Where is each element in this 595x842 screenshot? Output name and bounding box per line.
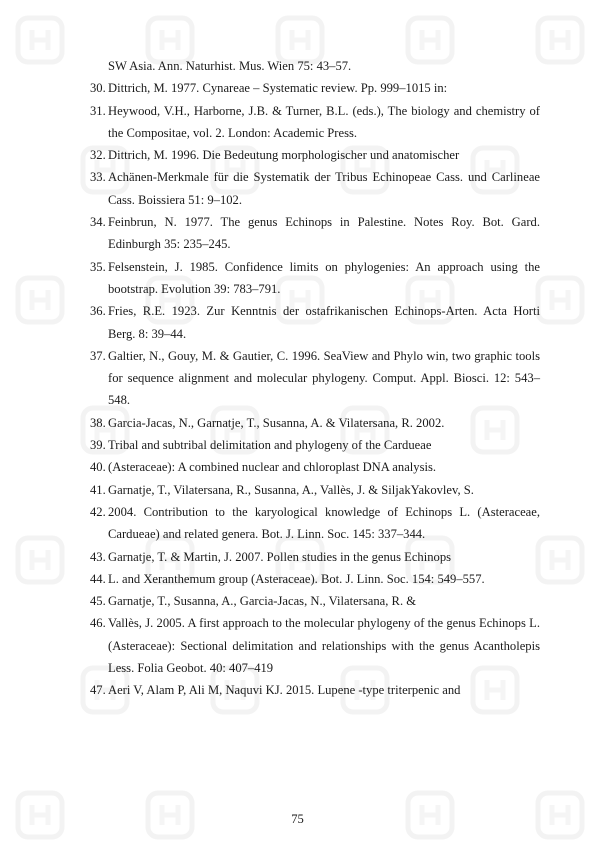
reference-text: Garnatje, T. & Martin, J. 2007. Pollen studies in the genus Echinops [108,549,452,564]
reference-text: Feinbrun, N. 1977. The genus Echinops in Palestine. Notes Roy. Bot. Gard. Edinburgh 35: 235–245. [108,215,540,252]
reference-item [90,166,540,211]
reference-number: 32. [90,148,106,163]
reference-number: 30. [90,81,106,96]
reference-text: Garnatje, T., Susanna, A., Garcia-Jacas, N., Vilatersana, R. & [108,594,417,609]
reference-item [90,568,540,590]
reference-number: 45. [90,594,106,609]
reference-number: 42. [90,504,106,519]
reference-item [90,256,540,301]
reference-number: 39. [90,438,106,453]
reference-item [90,211,540,256]
continued-reference-line: SW Asia. Ann. Naturhist. Mus. Wien 75: 43–57. [108,59,352,73]
reference-item [90,590,540,612]
reference-text: Fries, R.E. 1923. Zur Kenntnis der ostafrikanischen Echinops-Arten. Acta Horti Berg. 8: 39–44. [108,304,540,341]
reference-text: Galtier, N., Gouy, M. & Gautier, C. 1996. SeaView and Phylo win, two graphic tools for sequence alignment and molecular phylogeny. Comput. Appl. Biosci. 12: 543–548. [108,348,540,408]
page-number: 75 [291,812,304,826]
reference-number: 46. [90,616,106,631]
reference-list [90,77,540,701]
reference-number: 31. [90,103,106,118]
reference-number: 36. [90,304,106,319]
reference-text: Dittrich, M. 1977. Cynareae – Systematic review. Pp. 999–1015 in: [108,81,448,96]
reference-text: Vallès, J. 2005. A first approach to the molecular phylogeny of the genus Echinops L. (Asteraceae): Sectional delimitation and relationships with the genus Acantholepis Less. Folia Geobot. 40: 407–419 [108,616,540,676]
reference-text: Garcia-Jacas, N., Garnatje, T., Susanna, A. & Vilatersana, R. 2002. [108,415,445,430]
reference-item [90,501,540,546]
reference-item [90,100,540,145]
reference-text: Garnatje, T., Vilatersana, R., Susanna, A., Vallès, J. & SiljakYakovlev, S. [108,482,474,497]
reference-item [90,479,540,501]
reference-item [90,300,540,345]
reference-item [90,434,540,456]
reference-page [90,55,540,702]
reference-number: 40. [90,460,106,475]
reference-text: Tribal and subtribal delimitation and phylogeny of the Cardueae [108,438,432,453]
reference-text: Achänen-Merkmale für die Systematik der Tribus Echinopeae Cass. und Carlineae Cass. Boissiera 51: 9–102. [108,170,540,207]
reference-item [90,546,540,568]
reference-text: 2004. Contribution to the karyological knowledge of Echinops L. (Asteraceae, Cardueae) and related genera. Bot. J. Linn. Soc. 145: 337–344. [108,504,540,542]
reference-text: Dittrich, M. 1996. Die Bedeutung morphologischer und anatomischer [108,148,460,163]
reference-item [90,679,540,701]
reference-item [90,456,540,478]
reference-number: 35. [90,259,106,274]
reference-number: 38. [90,415,106,430]
reference-number: 33. [90,170,106,185]
reference-number: 47. [90,683,106,698]
reference-number: 43. [90,549,106,564]
reference-text: L. and Xeranthemum group (Asteraceae). Bot. J. Linn. Soc. 154: 549–557. [108,571,485,586]
reference-number: 44. [90,571,106,586]
reference-item [90,345,540,412]
reference-number: 37. [90,348,106,363]
reference-number: 34. [90,215,106,230]
reference-number: 41. [90,482,106,497]
reference-text: Heywood, V.H., Harborne, J.B. & Turner, B.L. (eds.), The biology and chemistry of the Compositae, vol. 2. London: Academic Press. [108,103,540,140]
reference-item [90,77,540,99]
reference-text: (Asteraceae): A combined nuclear and chloroplast DNA analysis. [108,460,437,475]
reference-item [90,612,540,679]
reference-text: Felsenstein, J. 1985. Confidence limits on phylogenies: An approach using the bootstrap. Evolution 39: 783–791. [108,259,540,296]
reference-text: Aeri V, Alam P, Ali M, Naquvi KJ. 2015. Lupene -type triterpenic and [108,683,461,698]
reference-item [90,144,540,166]
reference-item [90,412,540,434]
